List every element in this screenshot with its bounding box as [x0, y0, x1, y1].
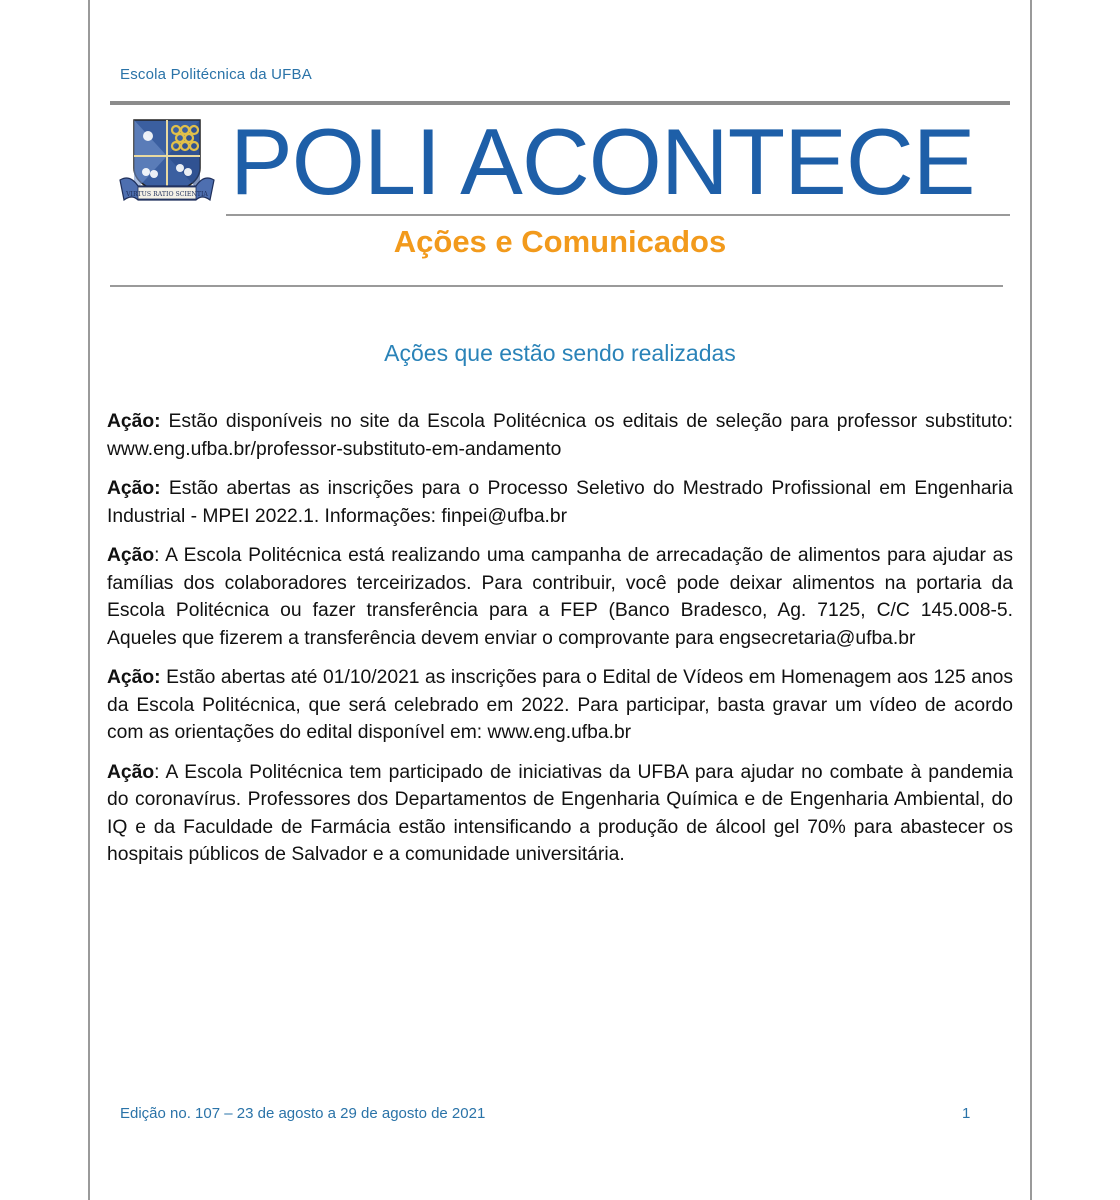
page-border-right [1030, 0, 1032, 1200]
footer-edition: Edição no. 107 – 23 de agosto a 29 de agosto de 2021 [120, 1105, 486, 1122]
newsletter-subtitle: Ações e Comunicados [393, 224, 727, 259]
action-list [107, 408, 1013, 881]
action-item [107, 664, 1013, 747]
action-text: Estão abertas até 01/10/2021 as inscrições para o Edital de Vídeos em Homenagem aos 125 anos da Escola Politécnica, que será celebrado em 2022. Para participar, basta gravar um vídeo de acordo com as orientações do edital disponível em: www.eng.ufba.br [107, 667, 1013, 743]
header-rule-middle [226, 214, 1010, 216]
header-rule-bottom [110, 285, 1003, 287]
page-border-left [88, 0, 90, 1200]
header-rule-top [110, 101, 1010, 105]
action-text: Estão abertas as inscrições para o Processo Seletivo do Mestrado Profissional em Engenharia Industrial - MPEI 2022.1. Informações: finpei@ufba.br [107, 478, 1013, 527]
action-item [107, 759, 1013, 869]
action-item [107, 475, 1013, 530]
action-label: Ação: [107, 667, 161, 688]
footer-page-number: 1 [962, 1105, 971, 1122]
org-name: Escola Politécnica da UFBA [120, 66, 312, 83]
action-text: : A Escola Politécnica está realizando uma campanha de arrecadação de alimentos para ajudar as famílias dos colaboradores terceirizados. Para contribuir, você pode deixar alimentos na portaria da Escola Politécnica ou fazer transferência para a FEP (Banco Bradesco, Ag. 7125, C/C 145.008-5. Aqueles que fizerem a transferência devem enviar o comprovante para engsecretaria@ufba.br [107, 545, 1013, 649]
action-label: Ação: [107, 411, 161, 432]
ufba-coat-of-arms-icon [118, 116, 216, 208]
action-label: Ação [107, 761, 155, 783]
action-item [107, 542, 1013, 652]
logo-motto: VIRTUS RATIO SCIENTIA [126, 191, 208, 198]
newsletter-title: POLI ACONTECE [230, 109, 975, 214]
section-heading: Ações que estão sendo realizadas [384, 340, 736, 366]
action-label: Ação: [107, 478, 161, 499]
action-text: : A Escola Politécnica tem participado de iniciativas da UFBA para ajudar no combate à pandemia do coronavírus. Professores dos Departamentos de Engenharia Química e de Engenharia Ambiental, do IQ e da Faculdade de Farmácia estão intensificando a produção de álcool gel 70% para abastecer os hospitais públicos de Salvador e a comunidade universitária. [107, 761, 1013, 865]
action-item [107, 408, 1013, 463]
action-label: Ação [107, 545, 155, 566]
action-text: Estão disponíveis no site da Escola Politécnica os editais de seleção para professor substituto: www.eng.ufba.br/professor-substituto-em-andamento [107, 411, 1013, 460]
